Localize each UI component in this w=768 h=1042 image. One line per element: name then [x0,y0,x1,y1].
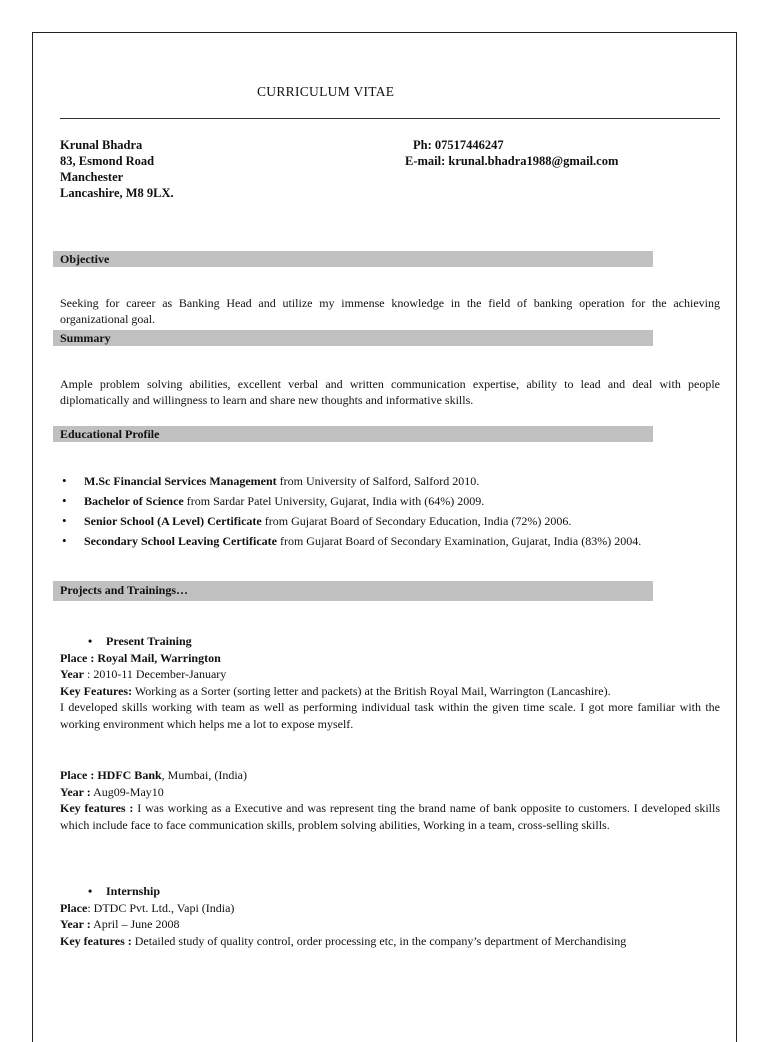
internship-subhead: • Internship [60,883,720,900]
present-training-subhead: • Present Training [60,633,720,650]
summary-text: Ample problem solving abilities, excellent verbal and written communication expertise, ability to lead and deal with people diplomatically and willingness to learn and share new thoughts and informative skills. [60,377,720,407]
section-heading-education: Educational Profile [53,426,653,442]
resume-page [32,32,737,1042]
address-line-2: Manchester [60,170,124,184]
education-list [60,473,720,553]
present-training-extra: I developed skills working with team as well as performing individual task within the given time scale. I got more familiar with the working environment which helps me a lot to expose myself. [60,700,720,731]
list-item: • Secondary School Leaving Certificate from Gujarat Board of Secondary Examination, Gujarat, India (83%) 2004. [60,533,720,549]
email-address: E-mail: krunal.bhadra1988@gmail.com [405,154,619,168]
contact-address-block [60,137,174,201]
candidate-name: Krunal Bhadra [60,138,143,152]
section-heading-objective: Objective [53,251,653,267]
address-line-1: 83, Esmond Road [60,154,155,168]
list-item: • M.Sc Financial Services Management from University of Salford, Salford 2010. [60,473,720,489]
phone-number: Ph: 07517446247 [413,138,504,152]
document-title: CURRICULUM VITAE [257,84,395,99]
internship-block: • Internship Place: DTDC Pvt. Ltd., Vapi (India) Year : April – June 2008 Key features : Detailed study of quality control, order processing etc, in the company’s department of Merchandising [60,883,720,949]
list-item: • Bachelor of Science from Sardar Patel University, Gujarat, India with (64%) 2009. [60,493,720,509]
present-training-block: • Present Training Place : Royal Mail, Warrington Year : 2010-11 December-January Key Features: Working as a Sorter (sorting letter and packets) at the British Royal Mail, Warrington (Lancashire). I developed skills working with team as well as performing individual task within the given time scale. I got more familiar with the working environment which helps me a lot to expose myself. [60,633,720,732]
address-line-3: Lancashire, M8 9LX. [60,186,174,200]
list-item: • Senior School (A Level) Certificate from Gujarat Board of Secondary Education, India (72%) 2006. [60,513,720,529]
section-heading-summary: Summary [53,330,653,346]
hdfc-block: Place : HDFC Bank, Mumbai, (India) Year : Aug09-May10 Key features : I was working as a Executive and was represent ting the brand name of bank opposite to customers. I developed skills which include face to face communication skills, problem solving abilities, Working in a team, cross-selling skills. [60,768,720,832]
section-heading-projects: Projects and Trainings… [53,581,653,601]
title-divider [60,118,720,119]
objective-text: Seeking for career as Banking Head and utilize my immense knowledge in the field of banking operation for the achieving organizational goal. [60,296,720,326]
contact-phone-email-block [405,137,618,169]
